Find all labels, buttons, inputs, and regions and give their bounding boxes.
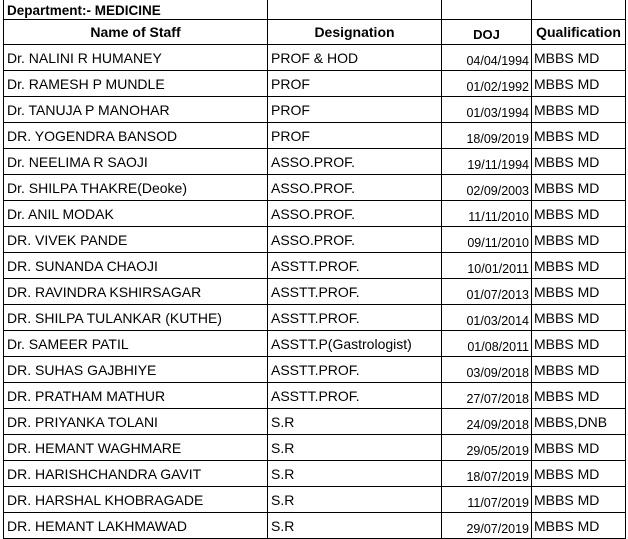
table-row [4,175,626,201]
table-row [4,71,626,97]
table-row [4,513,626,539]
table-row [4,409,626,435]
doj-cell: 11/11/2010 [442,201,532,227]
qualification-cell: MBBS MD [532,487,626,513]
doj-cell: 01/07/2013 [442,279,532,305]
qualification-cell: MBBS MD [532,305,626,331]
department-empty-cell [268,0,442,20]
doj-cell: 27/07/2018 [442,383,532,409]
doj-column-header: DOJ [442,20,532,45]
department-row [4,0,626,20]
designation-cell: ASSTT.PROF. [268,279,442,305]
table-row [4,305,626,331]
table-row [4,149,626,175]
doj-cell: 09/11/2010 [442,227,532,253]
designation-cell: PROF & HOD [268,45,442,71]
qualification-cell: MBBS MD [532,357,626,383]
designation-cell: PROF [268,71,442,97]
qualification-cell: MBBS MD [532,461,626,487]
staff-name-cell: DR. HARISHCHANDRA GAVIT [4,461,268,487]
name-column-header: Name of Staff [4,20,268,45]
table-row [4,383,626,409]
designation-cell: S.R [268,435,442,461]
staff-name-cell: Dr. ANIL MODAK [4,201,268,227]
table-row [4,435,626,461]
designation-cell: S.R [268,461,442,487]
table-row [4,279,626,305]
designation-cell: ASSO.PROF. [268,201,442,227]
doj-cell: 01/02/1992 [442,71,532,97]
table-row [4,331,626,357]
staff-name-cell: DR. RAVINDRA KSHIRSAGAR [4,279,268,305]
qualification-cell: MBBS,DNB [532,409,626,435]
designation-cell: PROF [268,123,442,149]
doj-cell: 02/09/2003 [442,175,532,201]
table-row [4,123,626,149]
doj-cell: 19/11/1994 [442,149,532,175]
designation-cell: S.R [268,487,442,513]
doj-cell: 01/08/2011 [442,331,532,357]
doj-cell: 01/03/1994 [442,97,532,123]
staff-name-cell: Dr. NEELIMA R SAOJI [4,149,268,175]
doj-cell: 29/07/2019 [442,513,532,539]
department-empty-cell [442,0,532,20]
qualification-cell: MBBS MD [532,383,626,409]
staff-table-body [4,0,626,539]
staff-name-cell: Dr. SAMEER PATIL [4,331,268,357]
qualification-cell: MBBS MD [532,253,626,279]
department-title: Department:- MEDICINE [4,0,268,20]
staff-name-cell: DR. HARSHAL KHOBRAGADE [4,487,268,513]
qualification-cell: MBBS MD [532,513,626,539]
doj-cell: 11/07/2019 [442,487,532,513]
table-row [4,201,626,227]
designation-cell: ASSO.PROF. [268,149,442,175]
staff-name-cell: DR. HEMANT WAGHMARE [4,435,268,461]
staff-name-cell: Dr. SHILPA THAKRE(Deoke) [4,175,268,201]
doj-cell: 03/09/2018 [442,357,532,383]
staff-name-cell: DR. PRATHAM MATHUR [4,383,268,409]
designation-cell: S.R [268,513,442,539]
staff-name-cell: Dr. TANUJA P MANOHAR [4,97,268,123]
staff-name-cell: DR. SUHAS GAJBHIYE [4,357,268,383]
table-header-row [4,20,626,45]
designation-column-header: Designation [268,20,442,45]
qualification-cell: MBBS MD [532,175,626,201]
designation-cell: ASSO.PROF. [268,227,442,253]
staff-name-cell: DR. HEMANT LAKHMAWAD [4,513,268,539]
doj-cell: 18/09/2019 [442,123,532,149]
qualification-cell: MBBS MD [532,331,626,357]
table-row [4,253,626,279]
staff-name-cell: DR. SHILPA TULANKAR (KUTHE) [4,305,268,331]
designation-cell: ASSTT.P(Gastrologist) [268,331,442,357]
qualification-cell: MBBS MD [532,279,626,305]
table-row [4,461,626,487]
qualification-column-header: Qualification [532,20,626,45]
designation-cell: ASSO.PROF. [268,175,442,201]
designation-cell: ASSTT.PROF. [268,383,442,409]
table-row [4,45,626,71]
staff-table [3,0,626,539]
staff-name-cell: DR. PRIYANKA TOLANI [4,409,268,435]
qualification-cell: MBBS MD [532,201,626,227]
qualification-cell: MBBS MD [532,123,626,149]
doj-cell: 10/01/2011 [442,253,532,279]
table-row [4,357,626,383]
designation-cell: ASSTT.PROF. [268,357,442,383]
doj-cell: 29/05/2019 [442,435,532,461]
designation-cell: S.R [268,409,442,435]
qualification-cell: MBBS MD [532,45,626,71]
staff-name-cell: Dr. NALINI R HUMANEY [4,45,268,71]
table-row [4,97,626,123]
designation-cell: ASSTT.PROF. [268,253,442,279]
staff-name-cell: Dr. RAMESH P MUNDLE [4,71,268,97]
table-row [4,227,626,253]
qualification-cell: MBBS MD [532,435,626,461]
doj-cell: 24/09/2018 [442,409,532,435]
qualification-cell: MBBS MD [532,97,626,123]
designation-cell: PROF [268,97,442,123]
doj-cell: 01/03/2014 [442,305,532,331]
staff-name-cell: DR. VIVEK PANDE [4,227,268,253]
designation-cell: ASSTT.PROF. [268,305,442,331]
qualification-cell: MBBS MD [532,149,626,175]
doj-cell: 04/04/1994 [442,45,532,71]
staff-name-cell: DR. SUNANDA CHAOJI [4,253,268,279]
doj-cell: 18/07/2019 [442,461,532,487]
department-empty-cell [532,0,626,20]
qualification-cell: MBBS MD [532,227,626,253]
staff-name-cell: DR. YOGENDRA BANSOD [4,123,268,149]
qualification-cell: MBBS MD [532,71,626,97]
